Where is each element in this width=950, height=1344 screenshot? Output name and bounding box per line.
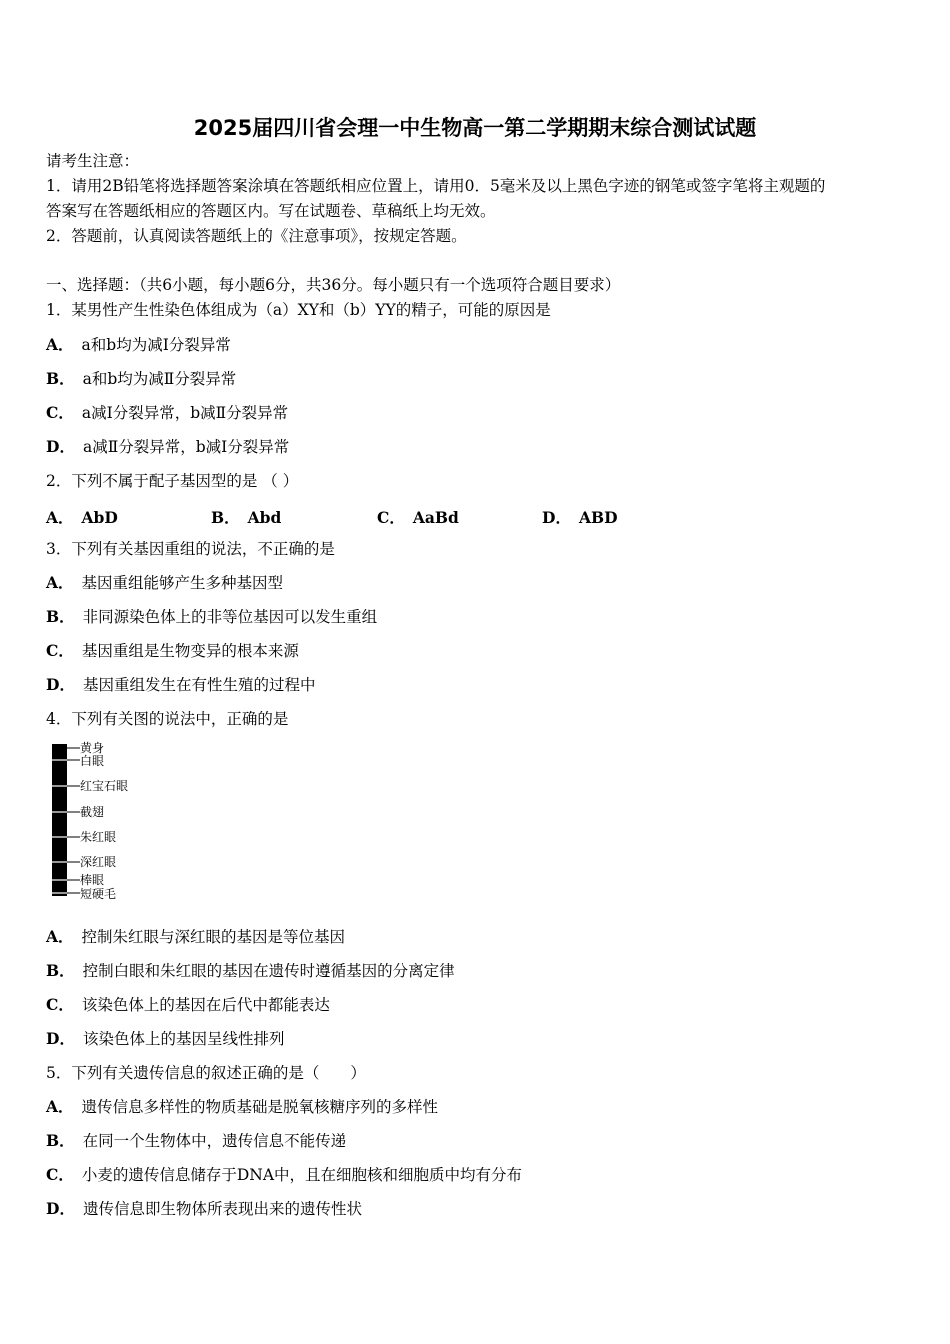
notice-heading: 请考生注意： (46, 152, 140, 170)
section-heading: 一、选择题：（共6小题，每小题6分，共36分。每小题只有一个选项符合题目要求） (46, 276, 621, 294)
question-stem: 1．某男性产生性染色体组成为（a）XY和（b）YY的精子，可能的原因是 (46, 301, 551, 319)
option: D． 该染色体上的基因呈线性排列 (46, 1029, 285, 1048)
chromosome-diagram (50, 742, 82, 900)
option: B． 控制白眼和朱红眼的基因在遗传时遵循基因的分离定律 (46, 961, 455, 980)
question-stem: 4．下列有关图的说法中，正确的是 (46, 710, 289, 728)
gene-label: 短硬毛 (80, 887, 117, 901)
option: B． 非同源染色体上的非等位基因可以发生重组 (46, 607, 378, 626)
option: C． 小麦的遗传信息储存于DNA中，且在细胞核和细胞质中均有分布 (46, 1165, 523, 1184)
notice-line: 2．答题前，认真阅读答题纸上的《注意事项》，按规定答题。 (46, 227, 467, 245)
gene-label: 棒眼 (80, 873, 105, 887)
option: D． 基因重组发生在有性生殖的过程中 (46, 675, 316, 694)
option: D． 遗传信息即生物体所表现出来的遗传性状 (46, 1199, 362, 1218)
option: D． ABD (542, 508, 618, 527)
question-stem: 3．下列有关基因重组的说法，不正确的是 (46, 540, 335, 558)
option: C． 该染色体上的基因在后代中都能表达 (46, 995, 330, 1014)
option: A． 控制朱红眼与深红眼的基因是等位基因 (46, 927, 346, 946)
notice-line: 答案写在答题纸相应的答题区内。写在试题卷、草稿纸上均无效。 (46, 202, 496, 220)
page-title: 2025届四川省会理一中生物高一第二学期期末综合测试试题 (193, 116, 757, 140)
gene-label: 截翅 (80, 805, 105, 819)
option: B． 在同一个生物体中，遗传信息不能传递 (46, 1131, 347, 1150)
gene-label: 深红眼 (80, 855, 117, 869)
option: A． a和b均为减Ⅰ分裂异常 (46, 335, 231, 354)
question-stem: 2．下列不属于配子基因型的是 （ ） (46, 472, 299, 490)
question-stem: 5．下列有关遗传信息的叙述正确的是（ ） (46, 1064, 366, 1082)
option: C． 基因重组是生物变异的根本来源 (46, 641, 299, 660)
gene-label: 黄身 (80, 741, 105, 755)
gene-label: 白眼 (80, 754, 105, 768)
option: C． a减Ⅰ分裂异常，b减Ⅱ分裂异常 (46, 403, 289, 422)
gene-label: 红宝石眼 (80, 779, 129, 793)
option: B． Abd (211, 508, 282, 527)
option: B． a和b均为减Ⅱ分裂异常 (46, 369, 237, 388)
option: D． a减Ⅱ分裂异常，b减Ⅰ分裂异常 (46, 437, 290, 456)
option: C． AaBd (377, 508, 459, 527)
notice-line: 1．请用2B铅笔将选择题答案涂填在答题纸相应位置上，请用0．5毫米及以上黑色字迹的钢笔或签字笔将主观题的 (46, 177, 826, 195)
option: A． 基因重组能够产生多种基因型 (46, 573, 284, 592)
option: A． 遗传信息多样性的物质基础是脱氧核糖序列的多样性 (46, 1097, 439, 1116)
option: A． AbD (46, 508, 118, 527)
gene-label: 朱红眼 (80, 830, 117, 844)
